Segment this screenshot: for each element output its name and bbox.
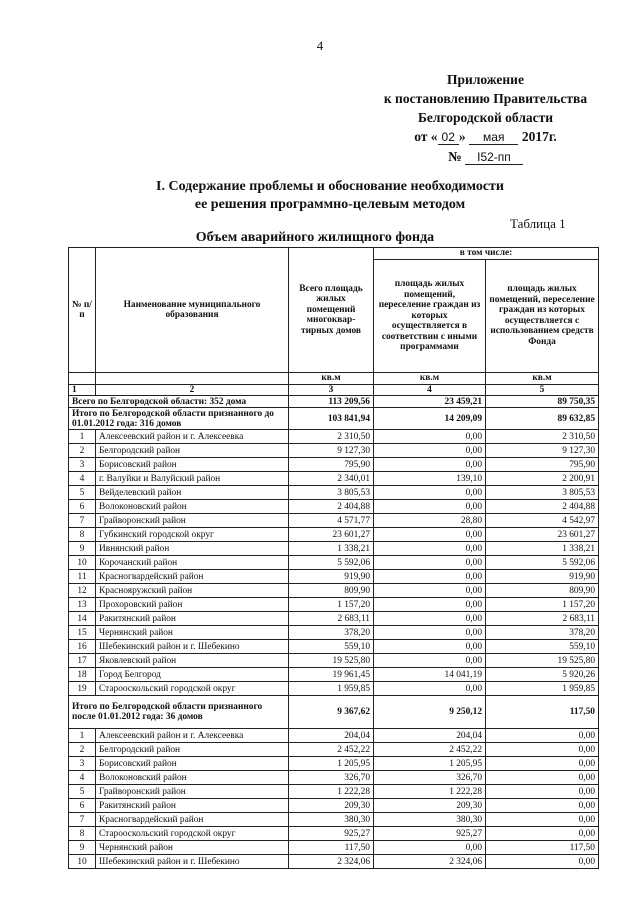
row-number: 2 — [69, 743, 96, 757]
row-fund: 0,00 — [486, 757, 599, 771]
header-fund: площадь жилых помещений, переселение граждан из которых осуществляется с использованием средств Фонда — [486, 259, 599, 373]
group2-other: 9 250,12 — [374, 696, 486, 729]
row-number: 2 — [69, 444, 96, 458]
row-other: 0,00 — [374, 626, 486, 640]
appendix-region: Белгородской области — [417, 110, 554, 125]
row-other: 0,00 — [374, 528, 486, 542]
row-fund: 378,20 — [486, 626, 599, 640]
row-total: 19 961,45 — [289, 668, 374, 682]
row-name: Алексеевский район и г. Алексеевка — [96, 729, 289, 743]
header-other: площадь жилых помещений, переселение граждан из которых осуществляется в соответствии с иными программами — [374, 259, 486, 373]
row-fund: 2 310,50 — [486, 430, 599, 444]
appendix-resolution: к постановлению Правительства — [383, 91, 588, 106]
section-title-line1: I. Содержание проблемы и обоснование необходимости — [156, 179, 504, 194]
date-year: 2017г. — [521, 129, 557, 144]
total-fund: 89 750,35 — [486, 396, 599, 408]
table-row — [69, 640, 599, 654]
row-other: 380,30 — [374, 813, 486, 827]
table-row — [69, 654, 599, 668]
table-row — [69, 841, 599, 855]
table-row — [69, 556, 599, 570]
table-row — [69, 542, 599, 556]
row-name: Волоконовский район — [96, 771, 289, 785]
table-row — [69, 729, 599, 743]
row-other: 0,00 — [374, 584, 486, 598]
row-name: Вейделевский район — [96, 486, 289, 500]
date-prefix: от « — [414, 129, 438, 144]
row-total: 2 452,22 — [289, 743, 374, 757]
number-prefix: № — [448, 149, 462, 164]
row-fund: 4 542,97 — [486, 514, 599, 528]
row-fund: 919,90 — [486, 570, 599, 584]
row-total: 559,10 — [289, 640, 374, 654]
row-name: Краснояружский район — [96, 584, 289, 598]
row-number: 3 — [69, 458, 96, 472]
row-name: Прохоровский район — [96, 598, 289, 612]
row-name: Грайворонский район — [96, 514, 289, 528]
row-other: 925,27 — [374, 827, 486, 841]
row-total: 204,04 — [289, 729, 374, 743]
row-total: 3 805,53 — [289, 486, 374, 500]
row-fund: 559,10 — [486, 640, 599, 654]
group2-total: 9 367,62 — [289, 696, 374, 729]
row-total: 326,70 — [289, 771, 374, 785]
row-name: г. Валуйки и Валуйский район — [96, 472, 289, 486]
row-fund: 19 525,80 — [486, 654, 599, 668]
table-row — [69, 743, 599, 757]
row-other: 0,00 — [374, 640, 486, 654]
row-number: 11 — [69, 570, 96, 584]
row-name: Ракитянский район — [96, 799, 289, 813]
row-number: 9 — [69, 542, 96, 556]
row-number: 1 — [69, 430, 96, 444]
row-number: 7 — [69, 514, 96, 528]
table-row — [69, 444, 599, 458]
table-row — [69, 682, 599, 696]
row-number: 4 — [69, 771, 96, 785]
row-total: 380,30 — [289, 813, 374, 827]
row-other: 139,10 — [374, 472, 486, 486]
row-total: 1 205,95 — [289, 757, 374, 771]
date-day: 02 — [438, 130, 459, 145]
row-name: Город Белгород — [96, 668, 289, 682]
header-incl: в том числе: — [374, 248, 599, 260]
row-total: 1 157,20 — [289, 598, 374, 612]
total-label: Всего по Белгородской области: 352 дома — [69, 396, 289, 408]
row-name: Волоконовский район — [96, 500, 289, 514]
row-other: 14 041,19 — [374, 668, 486, 682]
row-total: 23 601,27 — [289, 528, 374, 542]
row-name: Чернянский район — [96, 841, 289, 855]
row-fund: 1 959,85 — [486, 682, 599, 696]
table-row — [69, 827, 599, 841]
row-number: 12 — [69, 584, 96, 598]
col-number-4: 4 — [374, 384, 486, 396]
table-row — [69, 500, 599, 514]
group1-total: 103 841,94 — [289, 408, 374, 430]
row-other: 0,00 — [374, 444, 486, 458]
row-total: 117,50 — [289, 841, 374, 855]
housing-table — [68, 247, 599, 869]
row-fund: 0,00 — [486, 799, 599, 813]
row-other: 1 222,28 — [374, 785, 486, 799]
table-row — [69, 486, 599, 500]
table-row — [69, 813, 599, 827]
header-total: Всего площадь жилых помещений многоквар-тирных домов — [289, 248, 374, 373]
table-row — [69, 458, 599, 472]
row-total: 795,90 — [289, 458, 374, 472]
row-name: Белгородский район — [96, 743, 289, 757]
row-name: Грайворонский район — [96, 785, 289, 799]
row-number: 19 — [69, 682, 96, 696]
section-title — [60, 178, 600, 214]
row-total: 1 338,21 — [289, 542, 374, 556]
row-other: 1 205,95 — [374, 757, 486, 771]
header-num: № п/п — [69, 248, 96, 373]
row-name: Алексеевский район и г. Алексеевка — [96, 430, 289, 444]
col-number-1: 1 — [69, 384, 96, 396]
row-fund: 2 200,91 — [486, 472, 599, 486]
row-fund: 795,90 — [486, 458, 599, 472]
row-fund: 5 920,26 — [486, 668, 599, 682]
col-number-3: 3 — [289, 384, 374, 396]
number-value: I52-пп — [465, 150, 523, 165]
row-other: 0,00 — [374, 612, 486, 626]
group2-row — [69, 696, 599, 729]
row-total: 925,27 — [289, 827, 374, 841]
row-other: 2 324,06 — [374, 855, 486, 869]
row-other: 0,00 — [374, 841, 486, 855]
row-total: 2 310,50 — [289, 430, 374, 444]
row-total: 2 404,88 — [289, 500, 374, 514]
row-number: 18 — [69, 668, 96, 682]
row-number: 16 — [69, 640, 96, 654]
row-fund: 0,00 — [486, 813, 599, 827]
row-total: 1 959,85 — [289, 682, 374, 696]
row-other: 209,30 — [374, 799, 486, 813]
table-row — [69, 668, 599, 682]
row-fund: 0,00 — [486, 827, 599, 841]
row-fund: 1 338,21 — [486, 542, 599, 556]
row-other: 0,00 — [374, 682, 486, 696]
row-number: 1 — [69, 729, 96, 743]
table-row — [69, 430, 599, 444]
row-other: 28,80 — [374, 514, 486, 528]
row-other: 0,00 — [374, 486, 486, 500]
row-number: 10 — [69, 556, 96, 570]
row-fund: 0,00 — [486, 771, 599, 785]
table-row — [69, 584, 599, 598]
row-total: 2 324,06 — [289, 855, 374, 869]
row-total: 9 127,30 — [289, 444, 374, 458]
row-total: 19 525,80 — [289, 654, 374, 668]
group1-other: 14 209,09 — [374, 408, 486, 430]
group1-row — [69, 408, 599, 430]
table-row — [69, 472, 599, 486]
row-name: Борисовский район — [96, 757, 289, 771]
row-number: 9 — [69, 841, 96, 855]
row-total: 5 592,06 — [289, 556, 374, 570]
row-number: 8 — [69, 827, 96, 841]
row-total: 2 683,11 — [289, 612, 374, 626]
row-total: 809,90 — [289, 584, 374, 598]
appendix-title: Приложение — [447, 72, 524, 87]
row-fund: 809,90 — [486, 584, 599, 598]
row-fund: 9 127,30 — [486, 444, 599, 458]
header-name: Наименование муниципального образования — [96, 248, 289, 373]
row-number: 4 — [69, 472, 96, 486]
row-fund: 117,50 — [486, 841, 599, 855]
table-row — [69, 528, 599, 542]
row-other: 0,00 — [374, 430, 486, 444]
unit-fund: кв.м — [486, 373, 599, 385]
table-row — [69, 855, 599, 869]
table-row — [69, 785, 599, 799]
row-other: 0,00 — [374, 542, 486, 556]
row-number: 6 — [69, 500, 96, 514]
row-name: Красногвардейский район — [96, 570, 289, 584]
table-body — [69, 396, 599, 869]
row-name: Старооскольский городской округ — [96, 682, 289, 696]
row-name: Белгородский район — [96, 444, 289, 458]
row-fund: 2 404,88 — [486, 500, 599, 514]
row-other: 0,00 — [374, 570, 486, 584]
total-total: 113 209,56 — [289, 396, 374, 408]
row-fund: 0,00 — [486, 785, 599, 799]
appendix-block — [368, 70, 603, 167]
row-fund: 0,00 — [486, 729, 599, 743]
row-total: 209,30 — [289, 799, 374, 813]
row-fund: 2 683,11 — [486, 612, 599, 626]
appendix-number — [368, 147, 603, 167]
row-other: 0,00 — [374, 654, 486, 668]
unit-total: кв.м — [289, 373, 374, 385]
row-number: 6 — [69, 799, 96, 813]
table-row — [69, 514, 599, 528]
row-name: Ивнянский район — [96, 542, 289, 556]
row-other: 0,00 — [374, 500, 486, 514]
row-other: 326,70 — [374, 771, 486, 785]
col-number-5: 5 — [486, 384, 599, 396]
row-name: Шебекинский район и г. Шебекино — [96, 640, 289, 654]
group1-label: Итого по Белгородской области признанного до 01.01.2012 года: 316 домов — [69, 408, 289, 430]
row-number: 8 — [69, 528, 96, 542]
row-fund: 5 592,06 — [486, 556, 599, 570]
row-total: 378,20 — [289, 626, 374, 640]
row-other: 0,00 — [374, 556, 486, 570]
group1-fund: 89 632,85 — [486, 408, 599, 430]
section-title-line2: ее решения программно-целевым методом — [194, 197, 466, 212]
row-other: 0,00 — [374, 598, 486, 612]
date-sep: » — [458, 129, 466, 144]
row-total: 919,90 — [289, 570, 374, 584]
row-other: 2 452,22 — [374, 743, 486, 757]
row-total: 2 340,01 — [289, 472, 374, 486]
row-number: 3 — [69, 757, 96, 771]
row-name: Старооскольский городской округ — [96, 827, 289, 841]
row-name: Чернянский район — [96, 626, 289, 640]
row-number: 15 — [69, 626, 96, 640]
row-other: 204,04 — [374, 729, 486, 743]
group2-fund: 117,50 — [486, 696, 599, 729]
row-name: Яковлевский район — [96, 654, 289, 668]
row-number: 10 — [69, 855, 96, 869]
table-row — [69, 771, 599, 785]
row-fund: 23 601,27 — [486, 528, 599, 542]
row-number: 5 — [69, 486, 96, 500]
table-row — [69, 626, 599, 640]
row-other: 0,00 — [374, 458, 486, 472]
page-number: 4 — [316, 38, 324, 53]
row-name: Ракитянский район — [96, 612, 289, 626]
table-row — [69, 612, 599, 626]
row-fund: 0,00 — [486, 743, 599, 757]
row-total: 1 222,28 — [289, 785, 374, 799]
group2-label: Итого по Белгородской области признанного после 01.01.2012 года: 36 домов — [69, 696, 289, 729]
row-fund: 0,00 — [486, 855, 599, 869]
date-month: мая — [469, 130, 518, 145]
table-row — [69, 757, 599, 771]
table-row — [69, 598, 599, 612]
row-number: 17 — [69, 654, 96, 668]
table-label: Таблица 1 — [510, 216, 566, 231]
appendix-date — [368, 127, 603, 147]
row-total: 4 571,77 — [289, 514, 374, 528]
table-title: Объем аварийного жилищного фонда — [195, 230, 435, 245]
row-name: Губкинский городской округ — [96, 528, 289, 542]
row-fund: 1 157,20 — [486, 598, 599, 612]
table-row — [69, 570, 599, 584]
row-name: Красногвардейский район — [96, 813, 289, 827]
row-name: Шебекинский район и г. Шебекино — [96, 855, 289, 869]
unit-empty-1 — [69, 373, 96, 385]
row-number: 13 — [69, 598, 96, 612]
total-other: 23 459,21 — [374, 396, 486, 408]
row-name: Борисовский район — [96, 458, 289, 472]
table-row — [69, 799, 599, 813]
row-fund: 3 805,53 — [486, 486, 599, 500]
total-row — [69, 396, 599, 408]
unit-other: кв.м — [374, 373, 486, 385]
row-number: 7 — [69, 813, 96, 827]
unit-empty-2 — [96, 373, 289, 385]
row-number: 14 — [69, 612, 96, 626]
row-number: 5 — [69, 785, 96, 799]
row-name: Корочанский район — [96, 556, 289, 570]
col-number-2: 2 — [96, 384, 289, 396]
